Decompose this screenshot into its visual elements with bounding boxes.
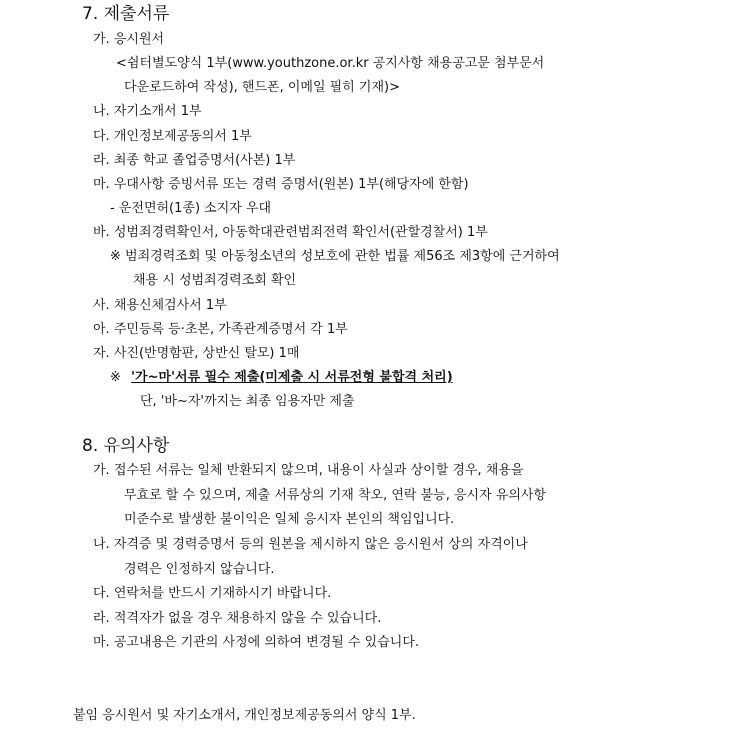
- notice-item-1-line-3: 미준수로 발생한 불이익은 일체 응시자 본인의 책임입니다.: [124, 512, 455, 527]
- item-application-form-detail-1: <쉼터별도양식 1부(www.youthzone.or.kr 공지사항 채용공고문 첨부문서: [116, 56, 545, 71]
- item-preference-proof: 마. 우대사항 증빙서류 또는 경력 증명서(원본) 1부(해당자에 한함): [93, 177, 469, 192]
- notice-item-1-line-1: 가. 접수된 서류는 일체 반환되지 않으며, 내용이 사실과 상이할 경우, 채용을: [93, 463, 524, 478]
- item-health-certificate: 사. 채용신체검사서 1부: [93, 298, 227, 313]
- notice-item-3: 다. 연락처를 반드시 기재하시기 바랍니다.: [93, 586, 332, 601]
- notice-item-5: 마. 공고내용은 기관의 사정에 의하여 변경될 수 있습니다.: [93, 635, 420, 650]
- item-criminal-record-check: 바. 성범죄경력확인서, 아동학대관련범죄전력 확인서(관할경찰서) 1부: [93, 225, 488, 240]
- section-7-title: 7. 제출서류: [82, 4, 170, 24]
- item-application-form-detail-2: 다운로드하여 작성), 핸드폰, 이메일 필히 기재)>: [124, 80, 401, 95]
- notice-item-1-line-2: 무효로 할 수 있으며, 제출 서류상의 기재 착오, 연락 불능, 응시자 유의사항: [124, 488, 547, 503]
- notice-item-2-line-1: 나. 자격증 및 경력증명서 등의 원본을 제시하지 않은 응시원서 상의 자격이나: [93, 537, 528, 552]
- item-resident-registration: 아. 주민등록 등·초본, 가족관계증명서 각 1부: [93, 322, 348, 337]
- item-self-introduction: 나. 자기소개서 1부: [93, 104, 202, 119]
- item-privacy-consent: 다. 개인정보제공동의서 1부: [93, 129, 252, 144]
- item-criminal-record-note-2: 채용 시 성범죄경력조회 확인: [133, 273, 297, 288]
- item-graduation-certificate: 라. 최종 학교 졸업증명서(사본) 1부: [93, 153, 296, 168]
- note-mark: ※: [110, 370, 121, 385]
- mandatory-note: [110, 368, 453, 388]
- mandatory-note-sub: 단, '바~자'까지는 최종 임용자만 제출: [140, 394, 355, 409]
- item-criminal-record-note-1: ※ 범죄경력조회 및 아동청소년의 성보호에 관한 법률 제56조 제3항에 근거하여: [110, 249, 560, 264]
- attachment-note: 붙임 응시원서 및 자기소개서, 개인정보제공동의서 양식 1부.: [73, 708, 416, 723]
- notice-item-2-line-2: 경력은 인정하지 않습니다.: [124, 562, 275, 577]
- item-photo: 자. 사진(반명함판, 상반신 탈모) 1매: [93, 346, 300, 361]
- mandatory-note-text: '가~마'서류 필수 제출(미제출 시 서류전형 불합격 처리): [131, 370, 453, 385]
- section-8-title: 8. 유의사항: [82, 436, 170, 456]
- item-driver-license-preference: - 운전면허(1종) 소지자 우대: [110, 201, 272, 216]
- item-application-form: 가. 응시원서: [93, 32, 165, 47]
- notice-item-4: 라. 적격자가 없을 경우 채용하지 않을 수 있습니다.: [93, 611, 382, 626]
